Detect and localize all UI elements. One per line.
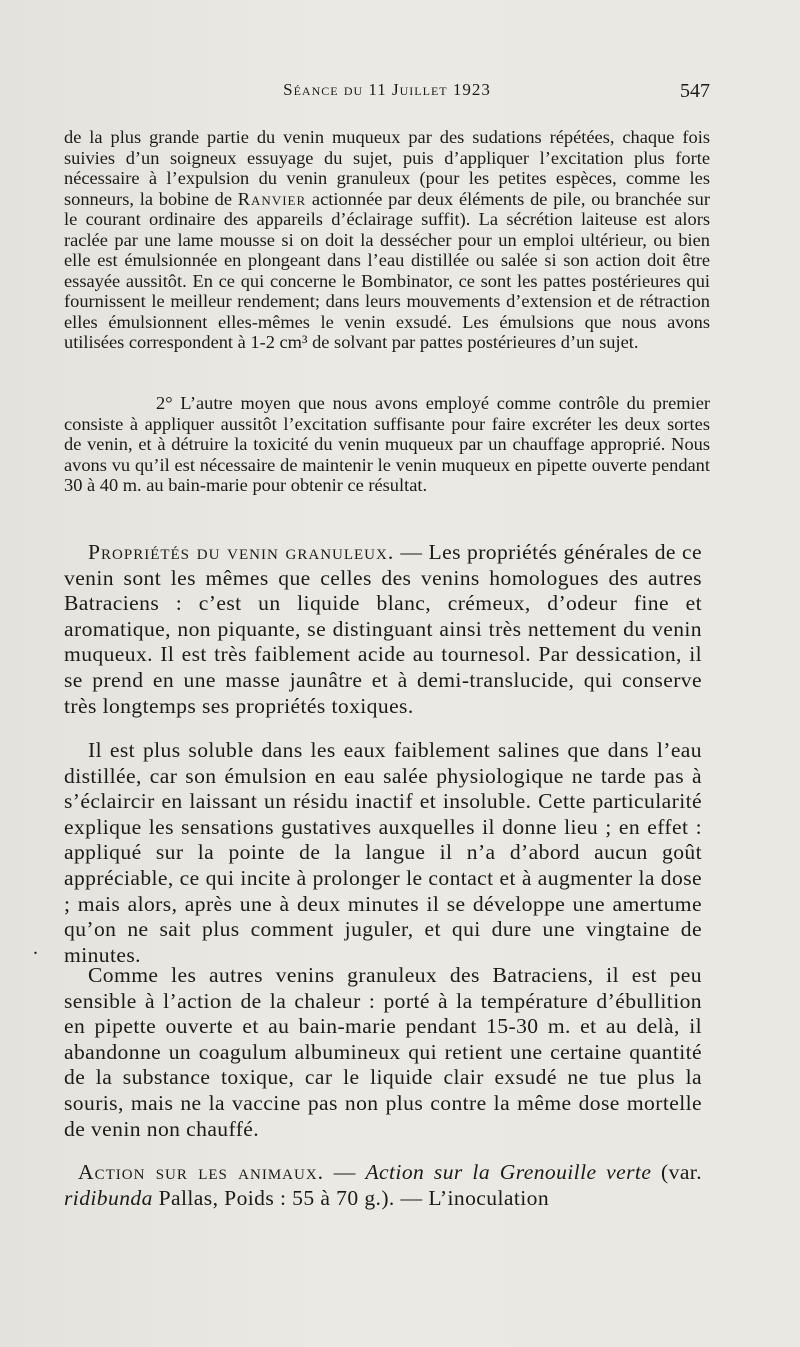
species-name: ridibunda — [64, 1185, 153, 1210]
section-heading: Action sur les animaux. — [78, 1160, 325, 1184]
running-header — [64, 80, 710, 106]
paragraph-method-one — [64, 127, 710, 353]
paragraph-text: de la plus grande partie du venin muqueux par des sudations répétées, chaque fois suivies d’un soigneux essuyage du sujet, puis d’appliquer l’excitation plus forte nécessaire à l’expulsion du venin granuleux (pour les petites espèces, comme les sonneurs, la bobine de — [64, 127, 710, 209]
paragraph-text: 2° L’autre moyen que nous avons employé comme contrôle du premier consiste à appliquer aussitôt l’excitation suffisante pour faire excréter les deux sortes de venin, et à détruire la toxicité du venin muqueux par un chauffage approprié. Nous avons vu qu’il est nécessaire de maintenir le venin muqueux en pipette ouverte pendant 30 à 40 m. au bain-marie pour obtenir ce résultat. — [64, 393, 710, 495]
subsection-title: Action sur la Grenouille verte — [365, 1160, 652, 1184]
header-title: Séance du 11 Juillet 1923 — [283, 80, 491, 99]
paragraph-granular-venom-properties — [64, 540, 702, 719]
paragraph-text: Pallas, Poids : 55 à 70 g.). — L’inoculation — [152, 1185, 550, 1210]
paragraph-text: — Les propriétés générales de ce venin sont les mêmes que celles des venins homologues des autres Batraciens : c’est un liquide blanc, crémeux, d’odeur fine et aromatique, non piquante, se distinguant ainsi très nettement du venin muqueux. Il est très faiblement acide au tournesol. Par dessication, il se prend en une masse jaunâtre et à demi-translucide, qui conserve très longtemps ses propriétés toxiques. — [64, 540, 702, 718]
author-name-ranvier: Ranvier — [237, 188, 307, 209]
dash: — — [324, 1160, 366, 1184]
section-heading: Propriétés du venin granuleux. — [88, 540, 395, 564]
margin-mark: . — [33, 937, 38, 959]
paragraph-text-continued: actionnée par deux éléments de pile, ou branchée sur le courant ordinaire des appareils d’éclairage suffit). La sécrétion laiteuse est alors raclée par une lame mousse si on doit la dessécher pour un emploi ultérieur, ou bien elle est émulsionnée en plongeant dans l’eau distillée ou salée si son action doit être essayée aussitôt. En ce qui concerne le Bombinator, ce sont les pattes postérieures qui fournissent le meilleur rendement; dans leurs mouvements d’extension et de rétraction elles émulsionnent elles-mêmes le venin exsudé. Les émulsions que nous avons utilisées correspondent à 1-2 cm³ de solvant par pattes postérieures d’un sujet. — [64, 188, 710, 352]
paragraph-text: Comme les autres venins granuleux des Batraciens, il est peu sensible à l’action de la chaleur : porté à la température d’ébullition en pipette ouverte et au bain-marie pendant 15-30 m. et au delà, il abandonne un coagulum albumineux qui retient une certaine quantité de la substance toxique, car le liquide clair exsudé ne tue plus la souris, mais ne la vaccine pas non plus contre la même dose mortelle de venin non chauffé. — [64, 963, 702, 1141]
paragraph-action-on-animals — [64, 1160, 702, 1211]
paragraph-method-two — [64, 393, 710, 496]
paragraph-solubility — [64, 738, 702, 968]
page-number: 547 — [680, 80, 710, 102]
paragraph-heat-sensitivity — [64, 963, 702, 1142]
paren-text: (var. — [651, 1160, 702, 1184]
paragraph-text: Il est plus soluble dans les eaux faiblement salines que dans l’eau distillée, car son émulsion en eau salée physiologique ne tarde pas à s’éclaircir en laissant un résidu inactif et insoluble. Cette particularité explique les sensations gustatives auxquelles il donne lieu ; en effet : appliqué sur la pointe de la langue il n’a d’abord aucun goût appréciable, ce qui incite à prolonger le contact et à augmenter la dose ; mais alors, après une à deux minutes il se développe une amertume qu’on ne sait plus comment juguler, et qui dure une vingtaine de minutes. — [64, 738, 702, 967]
